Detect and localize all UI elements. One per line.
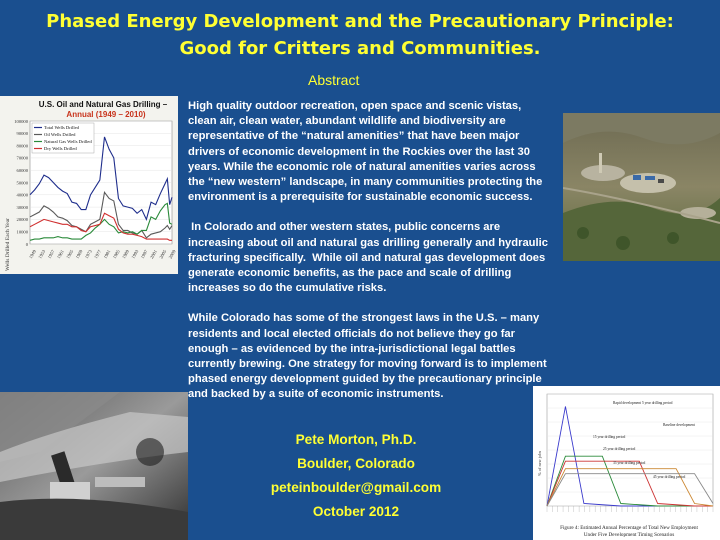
x-tick-label: 2005 — [158, 249, 168, 260]
legend-entry: Natural Gas Wells Drilled — [44, 139, 92, 144]
y-tick-label: 70000 — [16, 155, 28, 161]
scenario-label: Baseline development — [663, 423, 695, 427]
x-tick-label: 1973 — [83, 249, 93, 260]
chart-subtitle: Annual (1949 – 2010) — [66, 110, 146, 119]
scenario-label: 45 year drilling period — [653, 475, 686, 479]
x-tick-label: 1989 — [121, 249, 131, 260]
oil-gas-drilling-chart-svg — [0, 96, 178, 274]
author-name: Pete Morton, Ph.D. — [295, 432, 417, 447]
author-block — [226, 428, 486, 524]
abstract-body — [188, 99, 552, 418]
industrial-photo — [0, 392, 188, 540]
x-tick-label: 1977 — [93, 249, 103, 260]
y-tick-label: 0 — [25, 241, 28, 247]
title-line-2: Good for Critters and Communities. — [179, 38, 541, 59]
x-tick-label: 1997 — [139, 249, 149, 260]
author-location: Boulder, Colorado — [297, 456, 415, 471]
paragraph-2: In Colorado and other western states, public concerns are increasing about oil and natural gas drilling generally and hydraulic fracturing specifically. While oil and natural gas development does generate economic benefits, as the pace and scale of drilling increases so do the cumulative risks. — [188, 221, 552, 295]
x-tick-label: 1993 — [130, 249, 140, 260]
scenario-label: 35 year drilling period — [613, 461, 646, 465]
x-tick-label: 1949 — [28, 249, 37, 260]
employment-plot-area — [537, 394, 713, 512]
chart-legend — [32, 123, 94, 153]
oil-gas-drilling-chart — [0, 96, 178, 274]
y-tick-label: 30000 — [16, 204, 28, 210]
scenario-label: Rapid development 5 year drilling period — [613, 401, 673, 405]
x-tick-label: 2009 — [167, 249, 177, 260]
y-tick-label: 50000 — [16, 180, 28, 186]
legend-entry: Oil Wells Drilled — [44, 132, 76, 137]
paragraph-1: High quality outdoor recreation, open space and scenic vistas, clean air, clean water, abundant wildlife and biodiversity are representative of the “natural amenities” that have been major drivers of economic development in the Rockies over the last 30 years. While the economic role of natural amenities varies across the “new western” landscape, in many communities protecting the environment is a prerequisite for sustainable economic success. — [188, 100, 543, 204]
y-tick-label: 60000 — [16, 168, 28, 173]
y-tick-label: 40000 — [16, 192, 28, 198]
page-title — [0, 8, 720, 62]
author-date: October 2012 — [312, 504, 400, 519]
x-tick-label: 1953 — [37, 249, 47, 260]
abstract-heading: Abstract — [308, 72, 360, 88]
y-tick-label: 80000 — [16, 143, 28, 149]
plot-area — [14, 119, 177, 260]
x-tick-label: 1981 — [102, 249, 112, 260]
drilling-site-photo — [563, 113, 720, 261]
y-tick-label: 10000 — [16, 229, 28, 235]
x-tick-label: 1969 — [74, 249, 84, 260]
x-tick-label: 1965 — [65, 249, 75, 260]
x-tick-label: 2001 — [149, 249, 159, 260]
x-tick-label: 1957 — [46, 249, 56, 260]
x-tick-label: 1985 — [111, 249, 121, 260]
legend-entry: Total Wells Drilled — [44, 125, 79, 130]
y-axis-label: Wells Drilled Each Year — [5, 217, 11, 271]
y-tick-label: 20000 — [16, 217, 28, 223]
author-email[interactable]: peteinboulder@gmail.com — [270, 480, 442, 495]
title-line-1: Phased Energy Development and the Precautionary Principle: — [46, 11, 674, 32]
scenario-label: 25 year drilling period — [603, 447, 636, 451]
y-tick-label: 100000 — [14, 118, 28, 124]
paragraph-3: While Colorado has some of the strongest laws in the U.S. – many residents and local elected officials do not believe they go far enough – as evidenced by the intra-jurisdictional legal battles currently brewing. One strategy for moving forward is to implement phased energy development guided by the precautionary principle and backed by a suite of economic instruments. — [188, 312, 547, 401]
employment-chart-svg — [533, 386, 720, 540]
figure-caption-line-1: Figure 4: Estimated Annual Percentage of Total New Employment — [560, 525, 698, 531]
legend-entry: Dry Wells Drilled — [44, 146, 77, 151]
chart-title: U.S. Oil and Natural Gas Drilling – — [38, 100, 168, 109]
scenario-label: 15 year drilling period — [593, 435, 626, 439]
x-tick-label: 1961 — [55, 249, 65, 260]
employment-y-label: % of new jobs — [537, 450, 542, 476]
employment-chart — [533, 386, 720, 540]
y-tick-label: 90000 — [16, 131, 28, 137]
figure-caption-line-2: Under Five Development Timing Scenarios — [583, 532, 675, 538]
